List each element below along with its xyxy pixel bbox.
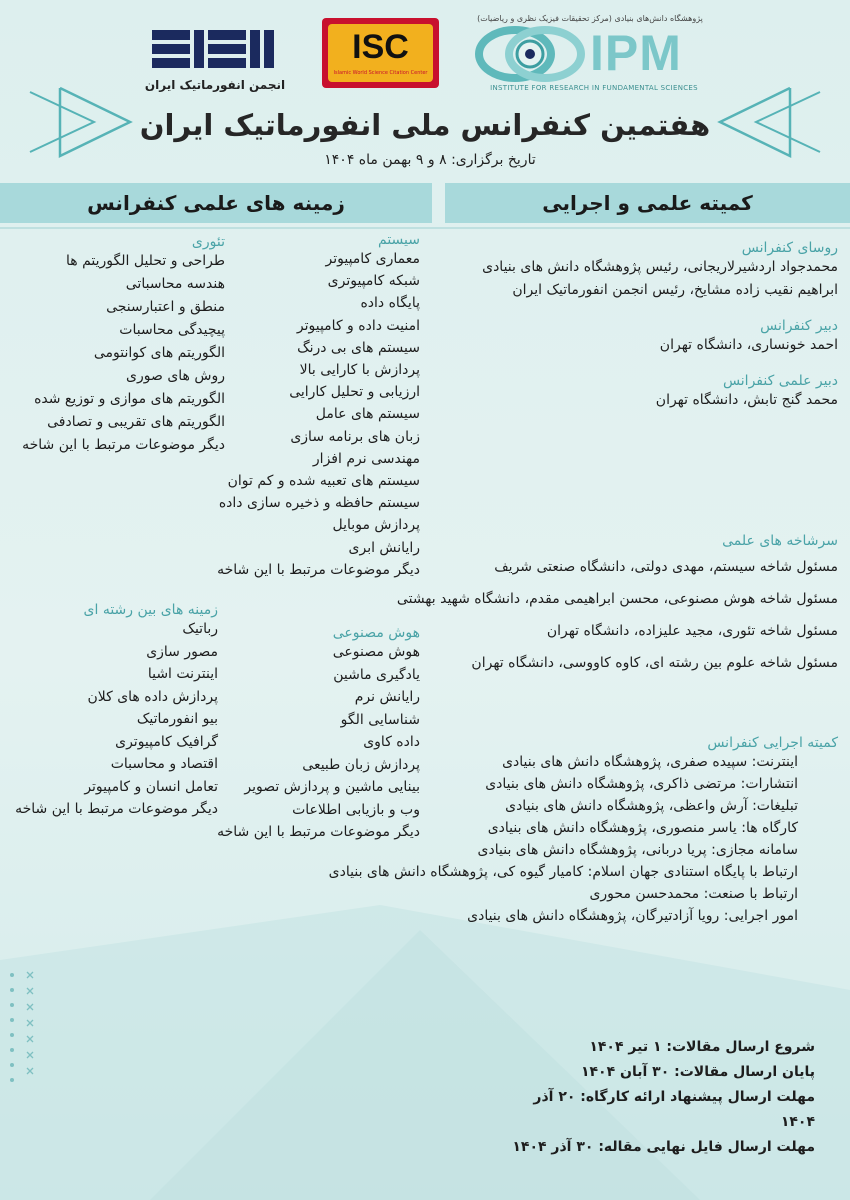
topic-item: الگوریتم های تقریبی و تصادفی [47, 414, 225, 430]
track-heads-list [393, 551, 838, 679]
track-head-item: مسئول شاخه تئوری، مجید علیزاده، دانشگاه تهران [546, 623, 838, 639]
topic-item: روش های صوری [126, 368, 225, 384]
inter-list [8, 618, 218, 821]
topic-item: بینایی ماشین و پردازش تصویر [244, 779, 420, 795]
topic-item: یادگیری ماشین [333, 666, 420, 683]
topic-item: وب و بازیابی اطلاعات [292, 801, 420, 818]
topic-item: دیگر موضوعات مرتبط با این شاخه [217, 561, 420, 578]
chair-item: ابراهیم نقیب زاده مشایخ، رئیس انجمن انفورماتیک ایران [512, 282, 838, 298]
committee-column [398, 240, 838, 412]
topic-item: پیچیدگی محاسبات [119, 322, 225, 338]
topic-item: دیگر موضوعات مرتبط با این شاخه [217, 824, 420, 840]
topic-item: امنیت داده و کامپیوتر [296, 317, 420, 334]
isc-logo-text: ISC [352, 28, 409, 66]
topic-item: دیگر موضوعات مرتبط با این شاخه [22, 437, 225, 453]
topic-item: هوش مصنوعی [332, 644, 420, 660]
track-head-item: مسئول شاخه علوم بین رشته ای، کاوه کاووسی، دانشگاه تهران [471, 655, 838, 671]
chair-item: محمدجواد اردشیرلاریجانی، رئیس پژوهشگاه دانش های بنیادی [482, 259, 838, 275]
ipm-letters: IPM [590, 25, 682, 81]
topic-item: شناسایی الگو [340, 711, 420, 728]
topics-header: زمینه های علمی کنفرانس [0, 183, 432, 223]
topic-item: ارزیابی و تحلیل کارایی [289, 384, 420, 401]
deadlines-block [495, 1035, 815, 1160]
sci-secretary-name: محمد گنج تابش، دانشگاه تهران [655, 392, 838, 408]
topic-item: رایانش نرم [354, 689, 420, 705]
chairs-title: روسای کنفرانس [741, 240, 838, 256]
deadline-item: شروع ارسال مقالات: ۱ تیر ۱۴۰۴ [589, 1039, 815, 1055]
topic-item: الگوریتم های موازی و توزیع شده [34, 391, 225, 407]
track-heads-block [393, 533, 838, 679]
sci-secretary-title: دبیر علمی کنفرانس [722, 373, 838, 389]
topic-item: پردازش با کارایی بالا [299, 362, 420, 379]
conference-dates: تاریخ برگزاری: ۸ و ۹ بهمن ماه ۱۴۰۴ [324, 152, 536, 168]
interdisciplinary-topics [8, 602, 218, 821]
topic-item: پردازش داده های کلان [87, 688, 218, 705]
topic-item: گرافیک کامپیوتری [115, 733, 218, 750]
topic-item: معماری کامپیوتر [325, 251, 420, 267]
ai-list [210, 641, 420, 844]
topic-item: اقتصاد و محاسبات [110, 756, 218, 772]
topic-item: داده کاوی [363, 734, 420, 750]
topic-item: سیستم حافظه و ذخیره سازی داده [218, 495, 420, 512]
track-head-item: مسئول شاخه هوش مصنوعی، محسن ابراهیمی مقدم، دانشگاه شهید بهشتی [396, 591, 838, 607]
topic-item: مهندسی نرم افزار [312, 450, 420, 467]
topic-item: تعامل انسان و کامپیوتر [84, 778, 218, 795]
topic-item: شبکه کامپیوتری [327, 273, 420, 290]
exec-item: امور اجرایی: رویا آزادتیرگان، پژوهشگاه دانش های بنیادی [467, 908, 798, 924]
conference-title: هفتمین کنفرانس ملی انفورماتیک ایران [139, 108, 711, 142]
topic-item: الگوریتم های کوانتومی [93, 345, 225, 361]
topic-item: سیستم های تعبیه شده و کم توان [227, 473, 420, 490]
isc-logo [322, 18, 439, 88]
topic-item: پایگاه داده [360, 295, 420, 312]
exec-item: کارگاه ها: یاسر منصوری، پژوهشگاه دانش های بنیادی [487, 820, 798, 836]
isi-label: انجمن انفورماتیک ایران [144, 78, 286, 92]
committee-header: کمیته علمی و اجرایی [445, 183, 850, 223]
exec-item: ارتباط با صنعت: محمدحسن محوری [589, 886, 798, 902]
exec-item: سامانه مجازی: پریا دربانی، پژوهشگاه دانش های بنیادی [477, 842, 798, 858]
system-list [217, 248, 420, 581]
ai-topics [210, 625, 420, 844]
deadline-item: مهلت ارسال فایل نهایی مقاله: ۳۰ آذر ۱۴۰۴ [512, 1139, 815, 1155]
topic-item: زبان های برنامه سازی [290, 428, 420, 445]
ipm-top-text: پژوهشگاه دانش‌های بنیادی (مرکز تحقیقات فیزیک نظری و ریاضیات) [477, 14, 703, 23]
topic-item: پردازش موبایل [332, 517, 420, 534]
topic-item: رایانش ابری [348, 539, 420, 556]
ipm-emblem [475, 24, 585, 84]
topic-item: هندسه محاسباتی [125, 276, 225, 292]
isi-logo [150, 26, 278, 72]
system-title: سیستم [378, 232, 420, 248]
secretary-title: دبیر کنفرانس [760, 318, 838, 334]
track-heads-title: سرشاخه های علمی [722, 533, 838, 549]
topic-item: مصور سازی [146, 643, 218, 660]
chairs-list [398, 256, 838, 302]
exec-item: انتشارات: مرتضی ذاکری، پژوهشگاه دانش های بنیادی [485, 776, 798, 792]
exec-item: ارتباط با پایگاه استنادی جهان اسلام: کامیار گیوه کی، پژوهشگاه دانش های بنیادی [328, 864, 798, 880]
inter-title: زمینه های بین رشته ای [83, 602, 218, 618]
topic-item: سیستم های عامل [315, 406, 420, 423]
theory-title: تئوری [191, 234, 225, 250]
isc-logo-sub: Islamic World Science Citation Center [333, 70, 428, 76]
ipm-subtitle: INSTITUTE FOR RESEARCH IN FUNDAMENTAL SCIENCES [490, 84, 698, 92]
theory-list [15, 250, 225, 457]
track-head-item: مسئول شاخه سیستم، مهدی دولتی، دانشگاه صنعتی شریف [494, 559, 838, 575]
topic-item: سیستم های بی درنگ [297, 339, 420, 356]
exec-title: کمیته اجرایی کنفرانس [707, 735, 838, 751]
theory-topics [15, 234, 225, 457]
ai-title: هوش مصنوعی [332, 625, 420, 641]
deadline-item: پایان ارسال مقالات: ۳۰ آبان ۱۴۰۴ [580, 1064, 815, 1080]
exec-item: اینترنت: سپیده صفری، پژوهشگاه دانش های بنیادی [502, 754, 798, 770]
topic-item: اینترنت اشیا [147, 666, 218, 682]
system-topics [217, 232, 420, 581]
topic-item: طراحی و تحلیل الگوریتم ها [65, 253, 225, 269]
topic-item: بیو انفورماتیک [136, 711, 218, 727]
exec-item: تبلیغات: آرش واعظی، پژوهشگاه دانش های بنیادی [505, 798, 798, 814]
secretary-name: احمد خونساری، دانشگاه تهران [659, 337, 838, 353]
topic-item: رباتیک [182, 621, 218, 637]
topic-item: پردازش زبان طبیعی [302, 756, 420, 773]
topic-item: منطق و اعتبارسنجی [106, 299, 225, 315]
topic-item: دیگر موضوعات مرتبط با این شاخه [15, 801, 218, 817]
deadline-item: مهلت ارسال پیشنهاد ارائه کارگاه: ۲۰ آذر ۱۴۰۴ [533, 1089, 815, 1130]
